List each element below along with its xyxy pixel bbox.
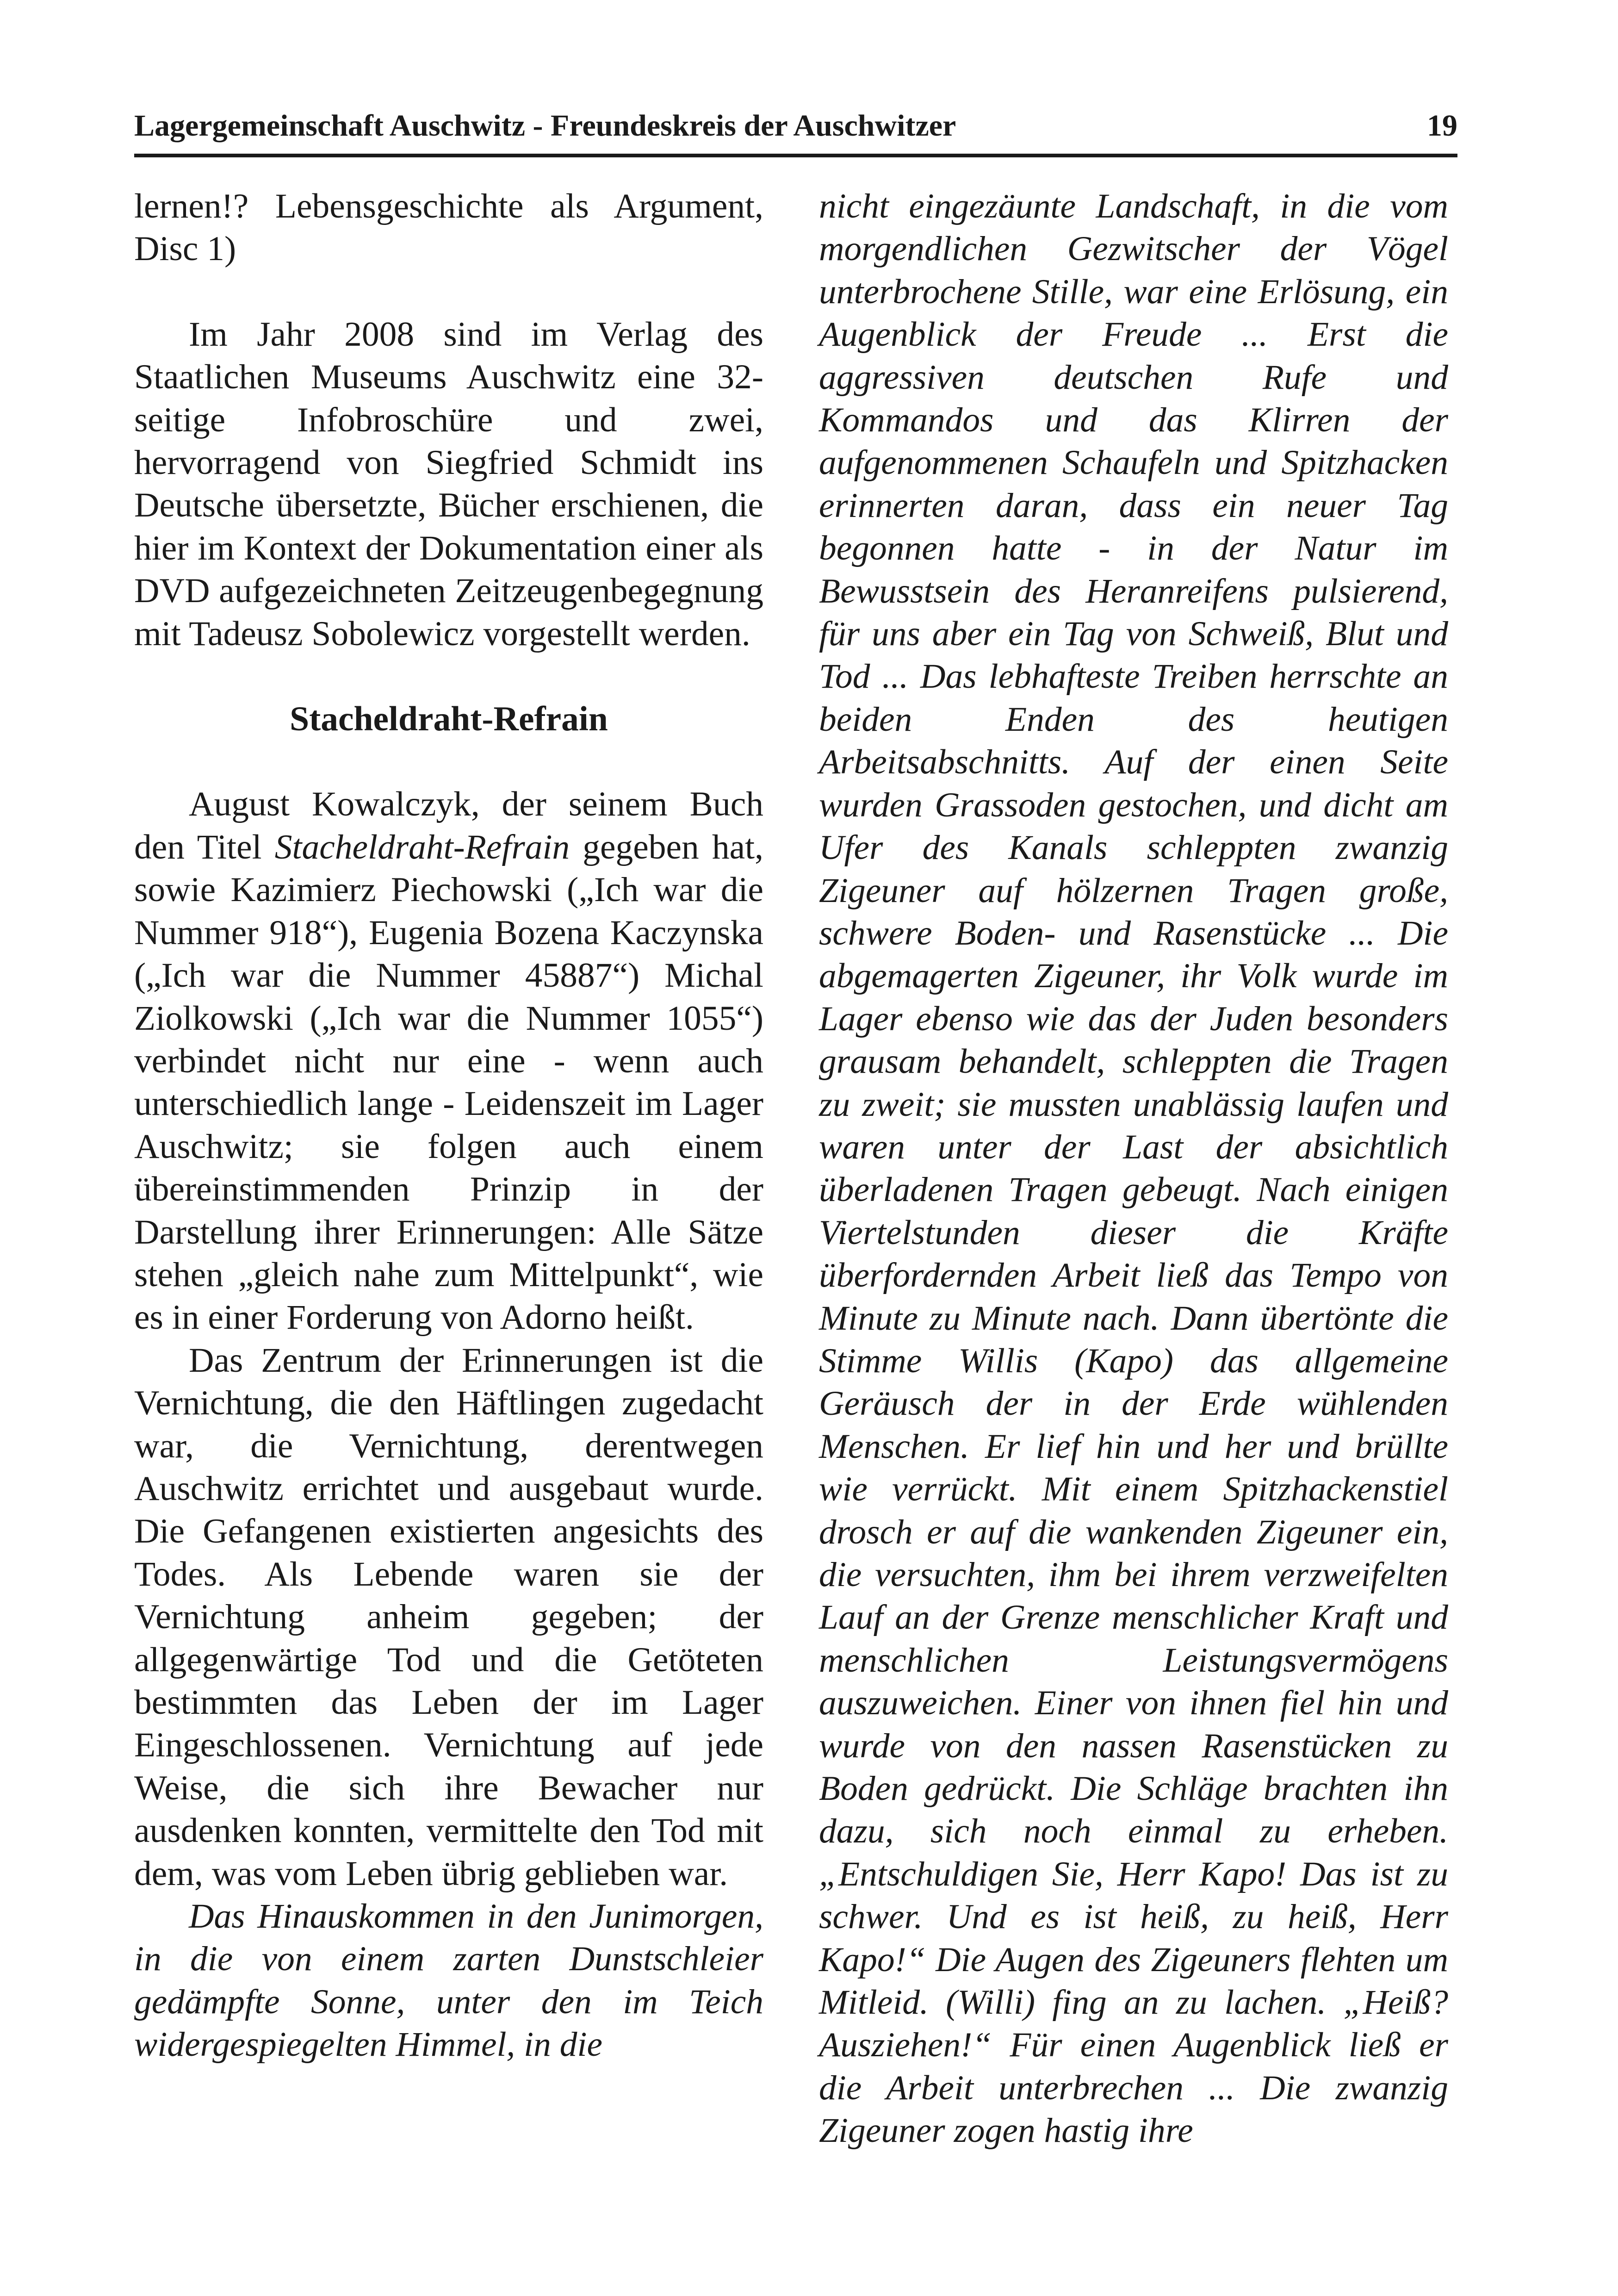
paragraph-center-of-memories: Das Zentrum der Erinnerungen ist die Vernichtung, die den Häftlingen zugedacht war, die Vernichtung, derentwegen Auschwitz errichtet und ausgebaut wurde. Die Gefangenen existierten angesichts des Todes. Als Lebende waren sie der Vernichtung anheim gegeben; der allgegenwärtige Tod und die Getöteten bestimmten das Leben der im Lager Eingeschlossenen. Vernichtung auf jede Weise, die sich ihre Bewacher nur ausdenken konnten, vermittelte den Tod mit dem, was vom Leben übrig geblieben war. (134, 1341, 763, 1893)
paragraph-authors (134, 783, 763, 1339)
header-title: Lagergemeinschaft Auschwitz - Freundeskreis der Auschwitzer (134, 109, 956, 143)
section-heading: Stacheldraht-Refrain (290, 700, 608, 739)
book-title: Stacheldraht-Refrain (274, 828, 570, 866)
right-column (819, 185, 1448, 2153)
paragraph-authors-text-1: August Kowalczyk, der seinem Buch den Titel (134, 785, 763, 866)
paragraph-authors-text-2: gegeben hat, sowie Kazimierz Piechowski („Ich war die Nummer 918“), Eugenia Bozena Kaczynska („Ich war die Nummer 45887“) Michal Ziolkowski („Ich war die Nummer 1055“) verbindet nicht nur eine - wenn auch unterschiedlich lange - Leidenszeit im Lager Auschwitz; sie folgen auch einem übereinstimmenden Prinzip in der Darstellung ihrer Erinnerungen: Alle Sätze stehen „gleich nahe zum Mittelpunkt“, wie es in einer Forderung von Adorno heißt. (134, 828, 763, 1337)
paragraph-continuation: lernen!? Lebensgeschichte als Argument, Disc 1) (134, 187, 763, 268)
quote-start: Das Hinauskommen in den Junimorgen, in die von einem zarten Dunstschleier gedämpfte Sonne, unter den im Teich widergespiegelten Himmel, in die (134, 1897, 763, 2064)
quote-continuation: nicht eingezäunte Landschaft, in die vom morgendlichen Gezwitscher der Vögel unterbrochene Stille, war eine Erlösung, ein Augenblick der Freude ... Erst die aggressiven deutschen Rufe und Kommandos und das Klirren der aufgenommenen Schaufeln und Spitzhacken erinnerten daran, dass ein neuer Tag begonnen hatte - in der Natur im Bewusstsein des Heranreifens pulsierend, für uns aber ein Tag von Schweiß, Blut und Tod ... Das lebhafteste Treiben herrschte an beiden Enden des heutigen Arbeitsabschnitts. Auf der einen Seite wurden Grassoden gestochen, und dicht am Ufer des Kanals schleppten zwanzig Zigeuner auf hölzernen Tragen große, schwere Boden- und Rasenstücke ... Die abgemagerten Zigeuner, ihr Volk wurde im Lager ebenso wie das der Juden besonders grausam behandelt, schleppten die Tragen zu zweit; sie mussten unablässig laufen und waren unter der Last der absichtlich überladenen Tragen gebeugt. Nach einigen Viertelstunden dieser die Kräfte überfordernden Arbeit ließ das Tempo von Minute zu Minute nach. Dann übertönte die Stimme Willis (Kapo) das allgemeine Geräusch der in der Erde wühlenden Menschen. Er lief hin und her und brüllte wie verrückt. Mit einem Spitzhackenstiel drosch er auf die wankenden Zigeuner ein, die versuchten, ihm bei ihrem verzweifelten Lauf an der Grenze menschlicher Kraft und menschlichen Leistungsvermögens auszuweichen. Einer von ihnen fiel hin und wurde von den nassen Rasenstücken zu Boden gedrückt. Die Schläge brachten ihn dazu, sich noch einmal zu erheben. „Entschuldigen Sie, Herr Kapo! Das ist zu schwer. Und es ist heiß, zu heiß, Herr Kapo!“ Die Augen des Zigeuners flehten um Mitleid. (Willi) fing an zu lachen. „Heiß? Ausziehen!“ Für einen Augenblick ließ er die Arbeit unterbrechen ... Die zwanzig Zigeuner zogen hastig ihre (819, 187, 1448, 2150)
left-column (134, 185, 763, 2066)
page-number: 19 (1427, 109, 1457, 143)
running-header (134, 103, 1457, 154)
header-rule (134, 154, 1457, 157)
paragraph-publications: Im Jahr 2008 sind im Verlag des Staatlichen Museums Auschwitz eine 32-seitige Infobroschüre und zwei, hervorragend von Siegfried Schmidt ins Deutsche übersetzte, Bücher erschienen, die hier im Kontext der Dokumentation einer als DVD aufgezeichneten Zeitzeugenbegegnung mit Tadeusz Sobolewicz vorgestellt werden. (134, 315, 763, 653)
